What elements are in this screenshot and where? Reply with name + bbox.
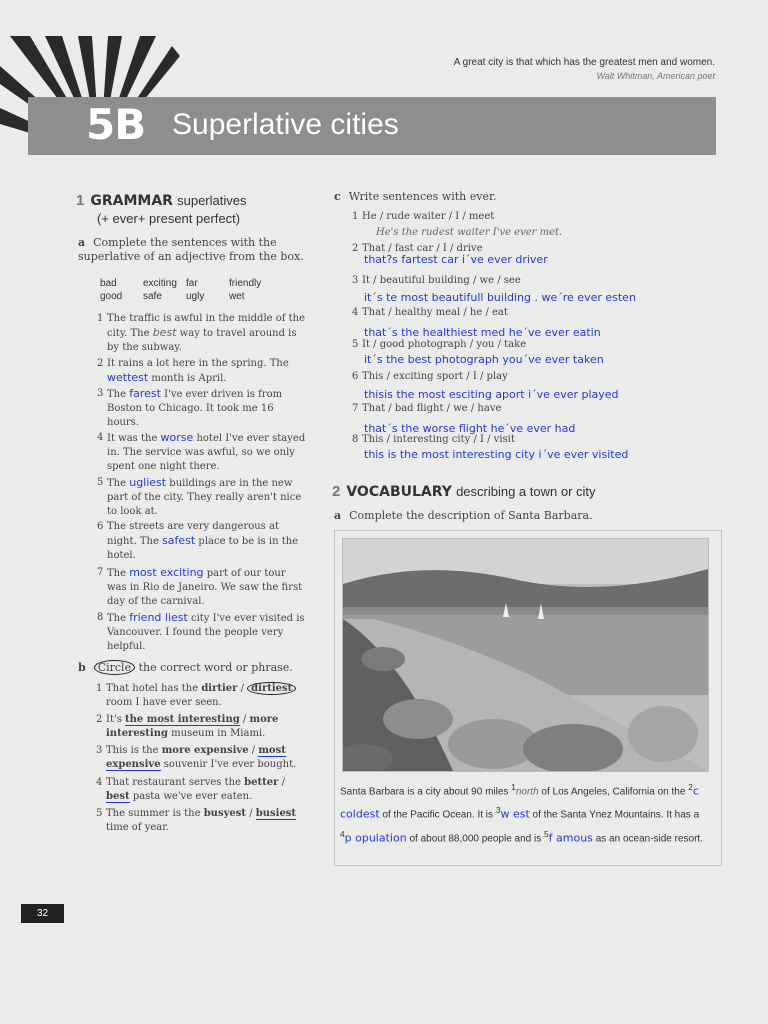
write-item-7 xyxy=(352,402,502,416)
choice-item-1 xyxy=(96,682,306,710)
word-box xyxy=(100,277,310,303)
section-topic: describing a town or city xyxy=(456,484,596,499)
page-quote xyxy=(300,57,715,81)
grammar-item-3 xyxy=(97,387,307,430)
item-text: souvenir I've ever bought. xyxy=(160,759,297,770)
vocab-a-instruction xyxy=(334,509,714,523)
word-box-row xyxy=(100,290,310,303)
item-prompt: This / interesting city / I / visit xyxy=(362,434,515,445)
grammar-item-6 xyxy=(97,520,307,563)
item-text: The xyxy=(107,613,130,624)
item-text: It rains a lot here in the spring. The xyxy=(107,358,289,369)
item-prompt: That / bad flight / we / have xyxy=(362,403,502,414)
item-text: The summer is the xyxy=(106,808,204,819)
separator: / xyxy=(248,745,259,756)
item-number: 7 xyxy=(97,567,104,578)
choice-option-selected[interactable]: busiest xyxy=(255,808,297,819)
item-number: 1 xyxy=(97,313,104,324)
separator: / xyxy=(278,777,285,788)
write-answer-5[interactable]: it´s the best photograph you´ve ever taken xyxy=(364,353,604,366)
choice-option[interactable]: dirtier xyxy=(201,683,238,694)
item-text: hotel I've ever stayed in. The service was awful, so we only spent one night there. xyxy=(107,433,306,472)
gap-answer[interactable]: w est xyxy=(500,807,530,821)
item-text: time of year. xyxy=(106,822,170,833)
item-text: The streets are very dangerous at night. The xyxy=(107,521,279,547)
item-text: place to be is in the hotel. xyxy=(107,536,299,561)
exercise-label: a xyxy=(78,236,86,249)
grammar-heading xyxy=(76,192,246,209)
item-number: 5 xyxy=(352,339,359,350)
item-text: month is April. xyxy=(148,373,227,384)
unit-number: 5B xyxy=(86,100,146,149)
separator: / xyxy=(237,683,248,694)
write-answer-2[interactable]: that?s fartest car i´ve ever driver xyxy=(364,253,548,266)
item-prompt: It / good photograph / you / take xyxy=(362,339,527,350)
grammar-item-2 xyxy=(97,357,307,386)
santa-barbara-text xyxy=(340,778,710,848)
write-item-3 xyxy=(352,274,521,288)
item-answer[interactable]: best xyxy=(152,326,177,339)
coastline-photo xyxy=(342,538,709,772)
item-text: The traffic is awful in the middle of the city. The xyxy=(107,313,306,339)
separator: / xyxy=(246,808,256,819)
write-answer-7[interactable]: that´s the worse flight he´ve ever had xyxy=(364,422,576,435)
item-number: 1 xyxy=(352,211,359,222)
section-number: 1 xyxy=(76,192,85,209)
item-number: 4 xyxy=(96,777,103,788)
gap-number: 4 xyxy=(340,828,345,839)
write-item-5 xyxy=(352,338,527,352)
item-prompt: He / rude waiter / I / meet xyxy=(362,211,495,222)
item-text: This is the xyxy=(106,745,162,756)
write-answer-8[interactable]: this is the most interesting city i´ve ever visited xyxy=(364,448,629,461)
write-answer-4[interactable]: that´s the healthiest med he´ve ever eatin xyxy=(364,326,601,339)
quote-author: Walt Whitman, American poet xyxy=(596,71,715,81)
exercise-c-instruction xyxy=(334,190,714,204)
choice-option[interactable]: busyest xyxy=(203,808,247,819)
item-number: 3 xyxy=(96,745,103,756)
section-title: VOCABULARY xyxy=(346,484,452,500)
gap-answer[interactable]: p opulation xyxy=(344,830,407,844)
item-text: The xyxy=(107,389,130,400)
item-text: buildings are in the new part of the city. They really aren't nice to look at. xyxy=(107,478,302,517)
item-text: It's xyxy=(106,714,126,725)
word: friendly xyxy=(229,278,262,289)
item-text: The xyxy=(107,568,130,579)
word-box-row xyxy=(100,277,310,290)
item-number: 5 xyxy=(97,477,104,488)
word: ugly xyxy=(186,291,205,302)
item-number: 4 xyxy=(352,307,359,318)
instruction-text: Complete the description of Santa Barbara. xyxy=(349,509,593,522)
grammar-item-1 xyxy=(97,312,307,355)
item-number: 6 xyxy=(352,371,359,382)
choice-option[interactable]: better xyxy=(244,777,279,788)
item-prompt: That / healthy meal / he / eat xyxy=(362,307,508,318)
gap-number: 2 xyxy=(688,782,693,792)
item-answer[interactable]: most exciting xyxy=(129,566,204,579)
grammar-item-5 xyxy=(97,476,307,519)
caption-text: of Los Angeles, California on the xyxy=(538,786,689,798)
write-item-4 xyxy=(352,306,508,320)
item-text: I've ever driven is from Boston to Chicago. It took me 16 hours. xyxy=(107,389,283,428)
instruction-text: Write sentences with ever. xyxy=(348,190,497,203)
item-number: 7 xyxy=(352,403,359,414)
item-prompt: This / exciting sport / I / play xyxy=(362,371,508,382)
choice-item-5 xyxy=(96,807,306,835)
unit-title: Superlative cities xyxy=(172,108,399,141)
choice-option-selected[interactable]: most expensive xyxy=(106,745,286,770)
instruction-text: Complete the sentences with the superlative of an adjective from the box. xyxy=(78,236,304,263)
gap-answer-example: north xyxy=(515,786,539,798)
item-number: 2 xyxy=(97,358,104,369)
choice-item-3 xyxy=(96,744,306,772)
item-text: It was the xyxy=(107,433,161,444)
separator: / xyxy=(239,714,250,725)
instruction-text: the correct word or phrase. xyxy=(135,661,293,674)
item-answer[interactable]: safest xyxy=(162,534,196,547)
gap-answer[interactable]: c coldest xyxy=(340,784,699,821)
page-number: 32 xyxy=(21,904,64,923)
gap-number: 3 xyxy=(495,805,501,816)
item-number: 1 xyxy=(96,683,103,694)
item-answer[interactable]: ugliest xyxy=(129,476,167,489)
item-text: That hotel has the xyxy=(106,683,202,694)
exercise-b-instruction xyxy=(78,661,308,675)
item-number: 5 xyxy=(96,808,103,819)
write-answer-6[interactable]: thisis the most esciting aport i´ve ever played xyxy=(364,388,619,401)
item-number: 8 xyxy=(352,434,359,445)
choice-item-4 xyxy=(96,776,306,804)
item-answer[interactable]: farest xyxy=(129,387,161,400)
item-prompt: It / beautiful building / we / see xyxy=(362,275,521,286)
item-text: room I have ever seen. xyxy=(106,697,222,708)
item-text: That restaurant serves the xyxy=(106,777,245,788)
grammar-subtopic: (+ ever+ present perfect) xyxy=(97,211,241,226)
item-number: 3 xyxy=(97,388,104,399)
choice-option-selected[interactable]: dirtiest xyxy=(247,682,296,695)
item-text: city I've ever visited is Vancouver. I found the people very helpful. xyxy=(107,613,305,652)
write-item-6 xyxy=(352,370,508,384)
exercise-label: a xyxy=(334,509,342,522)
write-item-8 xyxy=(352,433,515,447)
item-number: 6 xyxy=(97,521,104,532)
circle-word: Circle xyxy=(94,660,135,675)
caption-text: of the Santa Ynez Mountains. It has a xyxy=(529,809,700,821)
choice-option[interactable]: more expensive xyxy=(161,745,249,756)
word: safe xyxy=(143,291,162,302)
choice-option[interactable]: more interesting xyxy=(106,714,279,739)
item-text: museum in Miami. xyxy=(168,728,266,739)
vocabulary-heading xyxy=(332,483,596,500)
item-text: part of our tour was in Rio de Janeiro. We saw the first day of the carnival. xyxy=(107,568,303,607)
grammar-item-8 xyxy=(97,611,307,654)
quote-text: A great city is that which has the greatest men and women. xyxy=(453,57,715,68)
caption-text: Santa Barbara is a city about 90 miles xyxy=(340,786,512,798)
section-topic: superlatives xyxy=(177,193,247,208)
item-answer[interactable]: wettest xyxy=(107,371,149,384)
item-text: pasta we've ever eaten. xyxy=(129,791,253,802)
caption-text: of about 88,000 people and is xyxy=(406,832,545,844)
gap-answer[interactable]: f amous xyxy=(548,830,593,844)
item-answer[interactable]: worse xyxy=(160,431,194,444)
item-text: The xyxy=(107,478,130,489)
write-item-1 xyxy=(352,210,495,224)
exercise-a-instruction xyxy=(78,236,308,264)
gap-number: 1 xyxy=(511,782,516,792)
grammar-item-4 xyxy=(97,431,307,474)
item-prompt: That / fast car / I / drive xyxy=(362,243,483,254)
item-number: 3 xyxy=(352,275,359,286)
write-answer-3[interactable]: it´s te most beautifull building . we´re ever esten xyxy=(364,291,636,304)
word: exciting xyxy=(143,278,177,289)
item-number: 8 xyxy=(97,612,104,623)
item-answer[interactable]: friend liest xyxy=(129,611,188,624)
item-number: 2 xyxy=(352,243,359,254)
choice-item-2 xyxy=(96,713,306,741)
choice-option-selected[interactable]: best xyxy=(106,791,130,802)
exercise-label: c xyxy=(334,190,341,203)
write-example: He's the rudest waiter I've ever met. xyxy=(376,227,563,238)
gap-number: 5 xyxy=(544,828,549,839)
grammar-item-7 xyxy=(97,566,307,609)
section-title: GRAMMAR xyxy=(90,193,173,209)
item-text: way to travel around is by the subway. xyxy=(107,328,297,353)
caption-text: as an ocean-side resort. xyxy=(592,832,703,844)
exercise-label: b xyxy=(78,661,86,674)
choice-option-selected[interactable]: the most interesting xyxy=(125,714,240,725)
word: good xyxy=(100,291,123,302)
item-number: 2 xyxy=(96,714,103,725)
word: far xyxy=(186,278,198,289)
caption-text: of the Pacific Ocean. It is xyxy=(379,809,496,821)
section-number: 2 xyxy=(332,483,341,500)
word: wet xyxy=(229,291,245,302)
item-number: 4 xyxy=(97,432,104,443)
word: bad xyxy=(100,278,117,289)
